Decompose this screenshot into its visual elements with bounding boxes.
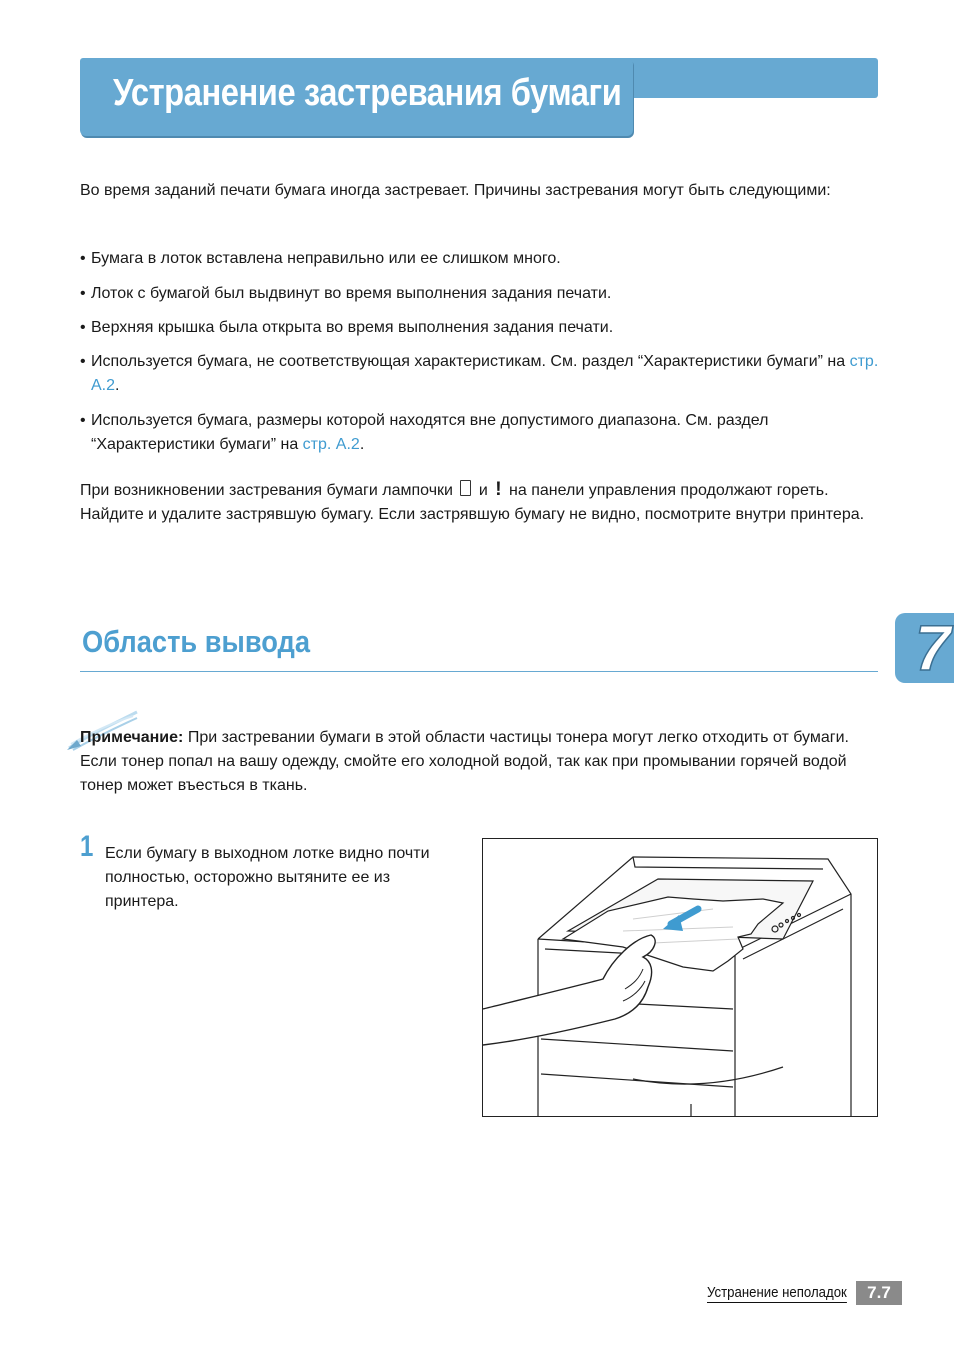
note-paragraph: Примечание: При застревании бумаги в этой области частицы тонера могут легко отходить от бумаги. Если тонер попал на вашу одежду, смойте его холодной водой, так как при промывании горячей водой тонер может въесться в ткань. xyxy=(80,729,849,794)
list-item: • Верхняя крышка была открыта во время выполнения задания печати. xyxy=(80,316,880,340)
page-title: Устранение застревания бумаги xyxy=(113,72,622,114)
causes-list xyxy=(80,247,880,457)
chapter-number: 7 xyxy=(915,612,951,684)
list-item: • Используется бумага, размеры которой находятся вне допустимого диапазона. См. раздел “Характеристики бумаги” на стр. A.2. xyxy=(80,409,880,457)
page-link[interactable]: стр. A.2 xyxy=(302,436,360,453)
footer-section-label: Устранение неполадок xyxy=(707,1284,847,1301)
page-link[interactable]: стр. A.2 xyxy=(91,353,879,394)
section-divider xyxy=(80,671,878,672)
section-title: Область вывода xyxy=(82,624,311,659)
list-item: • Используется бумага, не соответствующая характеристикам. См. раздел “Характеристики бумаги” на стр. A.2. xyxy=(80,350,880,398)
paper-lamp-icon xyxy=(460,480,471,496)
printer-drawing xyxy=(483,839,877,1116)
page-number-badge: 7.7 xyxy=(856,1281,902,1305)
lamps-paragraph: При возникновении застревания бумаги лампочки и ! на панели управления продолжают гореть. Найдите и удалите застрявшую бумагу. Если застрявшую бумагу не видно, посмотрите внутри принтера. xyxy=(80,479,865,523)
note-label: Примечание: xyxy=(80,729,184,746)
step-number: 1 xyxy=(80,830,94,863)
error-lamp-icon: ! xyxy=(495,479,502,500)
list-item: • Лоток с бумагой был выдвинут во время выполнения задания печати. xyxy=(80,282,880,306)
printer-illustration xyxy=(482,838,878,1117)
step-text: Если бумагу в выходном лотке видно почти полностью, осторожно вытяните ее из принтера. xyxy=(105,845,430,910)
intro-paragraph: Во время заданий печати бумага иногда застревает. Причины застревания могут быть следующими: xyxy=(80,182,831,199)
list-item: • Бумага в лоток вставлена неправильно или ее слишком много. xyxy=(80,247,880,271)
